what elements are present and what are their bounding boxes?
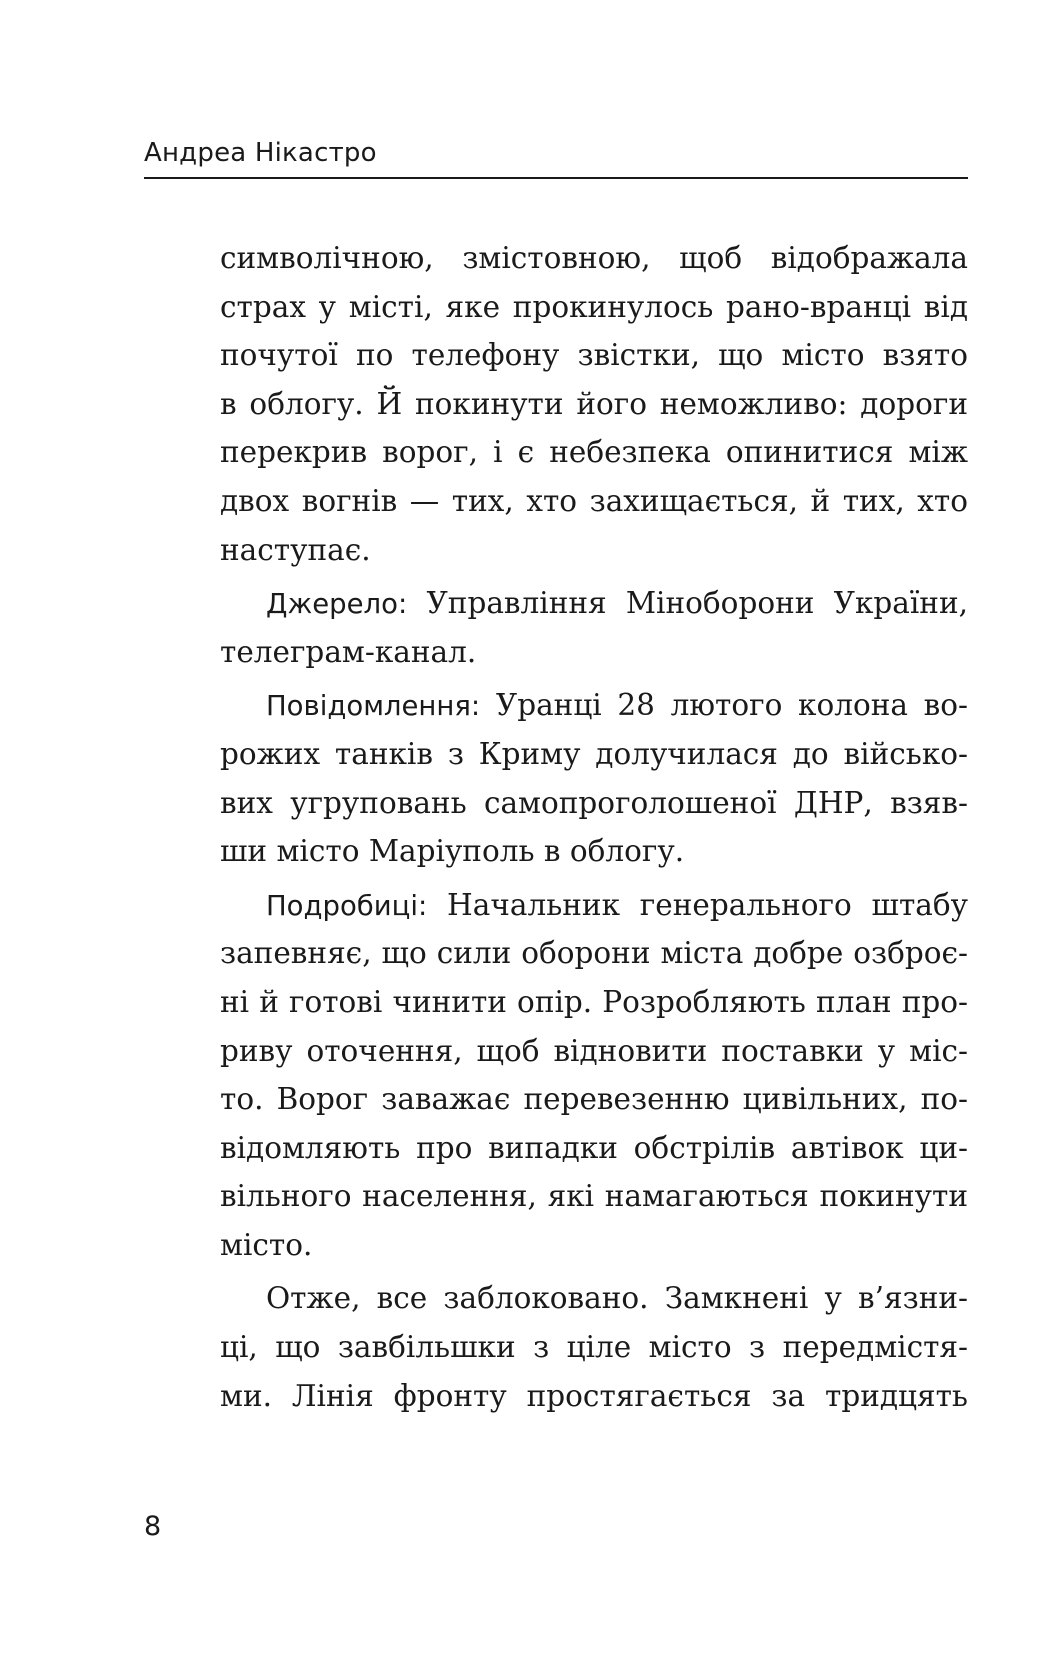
text-line: ці, що завбільшки з ціле місто з передмістя- — [220, 1330, 968, 1365]
text-line: Отже, все заблоковано. Замкнені у в’язни- — [266, 1281, 968, 1316]
page-number: 8 — [144, 1511, 162, 1542]
text-line: в облогу. Й покинути його неможливо: дороги — [220, 386, 968, 421]
text-line: вільного населення, які намагаються покинути — [220, 1179, 968, 1214]
message-label: Повідомлення: — [266, 690, 481, 723]
text-line — [220, 681, 968, 730]
text-line: телеграм-канал. — [220, 634, 477, 669]
text-line: перекрив ворог, і є небезпека опинитися між — [220, 435, 968, 470]
paragraph-1 — [220, 234, 968, 574]
text-line — [220, 881, 968, 930]
body-text — [220, 234, 968, 1420]
text-line: двох вогнів — тих, хто захищається, й тих, хто — [220, 483, 968, 518]
text-line: почутої по телефону звістки, що місто взято — [220, 338, 968, 373]
text-line — [220, 579, 968, 628]
paragraph-message — [220, 681, 968, 875]
text-line: ши місто Маріуполь в облогу. — [220, 834, 685, 869]
header-rule — [144, 177, 968, 179]
text-line: ми. Лінія фронту простягається за тридцять — [220, 1378, 968, 1413]
running-head-author: Андреа Нікастро — [144, 138, 377, 168]
text-line: вих угруповань самопроголошеної ДНР, взяв- — [220, 785, 968, 820]
text-line: відомляють про випадки обстрілів автівок ци- — [220, 1130, 968, 1165]
details-label: Подробиці: — [266, 889, 428, 922]
details-text: Начальник генерального штабу — [427, 887, 968, 922]
paragraph-source — [220, 579, 968, 676]
text-line: риву оточення, щоб відновити поставки у міс- — [220, 1033, 968, 1068]
text-line: страх у місті, яке прокинулось рано-вранці від — [220, 289, 968, 324]
text-line: символічною, змістовною, щоб відображала — [220, 241, 968, 275]
paragraph-details — [220, 881, 968, 1270]
text-line: рожих танків з Криму долучилася до військо- — [220, 736, 968, 771]
paragraph-5 — [220, 1274, 968, 1420]
text-line: запевняє, що сили оборони міста добре озброє- — [220, 936, 968, 971]
text-line: місто. — [220, 1227, 313, 1262]
text-line: ні й готові чинити опір. Розробляють план про- — [220, 984, 968, 1019]
source-label: Джерело: — [266, 588, 408, 621]
text-line: то. Ворог заважає перевезенню цивільних, по- — [220, 1082, 968, 1117]
source-text: Управління Міноборони України, — [407, 586, 968, 621]
text-line: наступає. — [220, 532, 371, 567]
message-text: Уранці 28 лютого колона во- — [480, 688, 968, 723]
